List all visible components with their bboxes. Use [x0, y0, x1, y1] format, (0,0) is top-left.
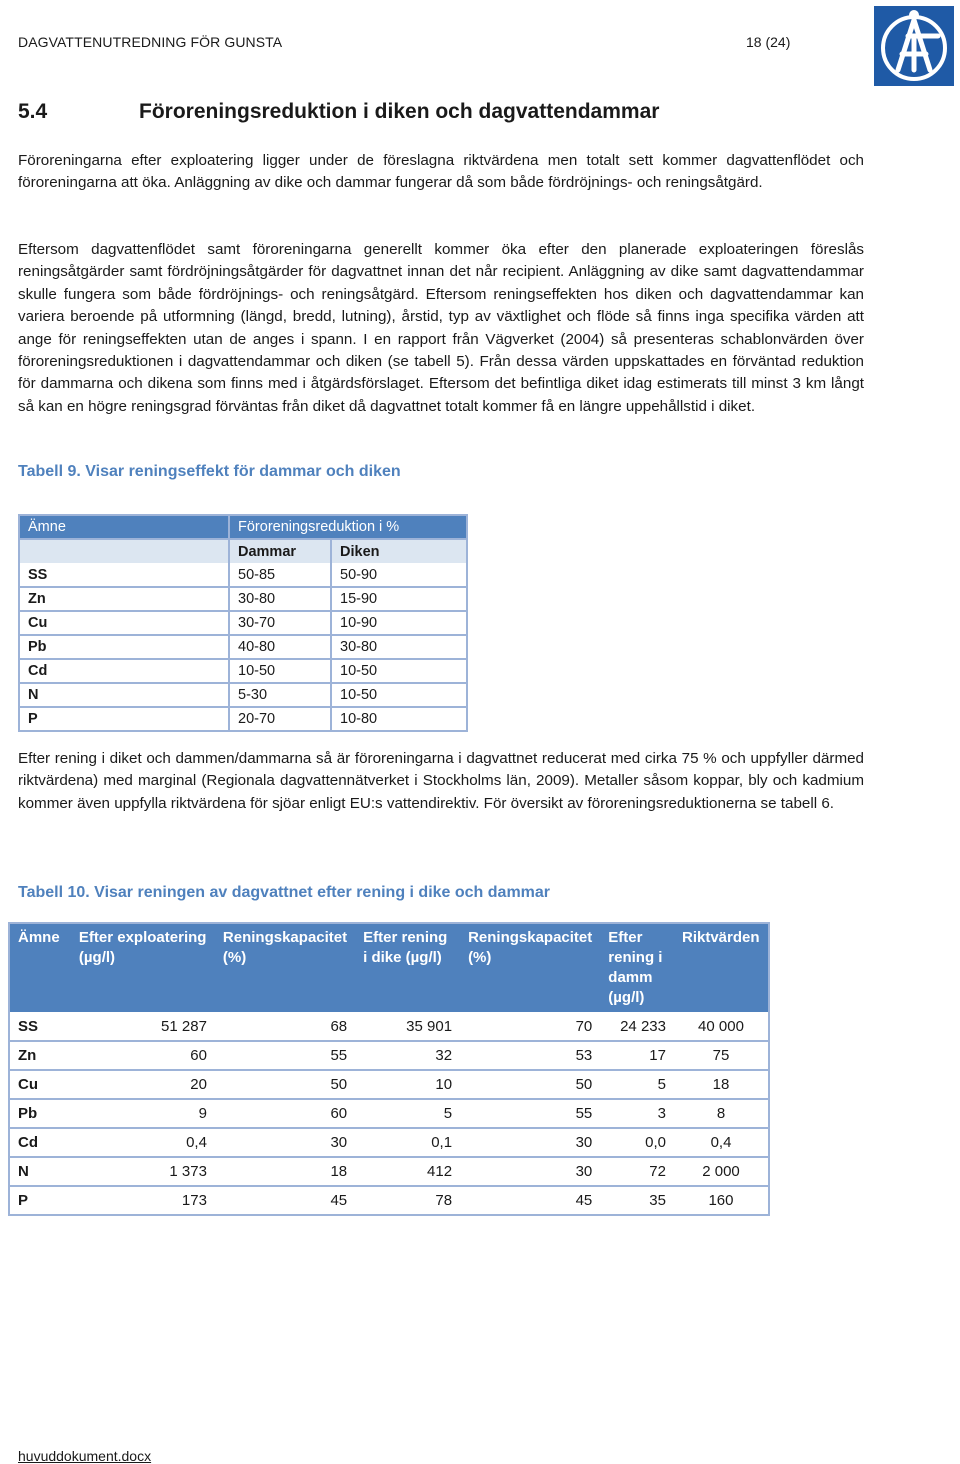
table10-row	[9, 1128, 769, 1157]
table10-cell: 18	[215, 1157, 355, 1186]
table10-cell: 60	[215, 1099, 355, 1128]
table9-header-amne: Ämne	[19, 515, 229, 539]
section-number: 5.4	[18, 100, 48, 123]
table9-subheader-dammar: Dammar	[229, 539, 331, 563]
table9-cell-name: Pb	[19, 635, 229, 659]
page-number: 18 (24)	[746, 34, 791, 50]
table9-row	[19, 611, 467, 635]
table9-cell-dammar: 50-85	[229, 563, 331, 587]
table10	[8, 922, 770, 1216]
table9-cell-name: Zn	[19, 587, 229, 611]
table10-cell: 0,4	[71, 1128, 215, 1157]
table10-cell: 24 233	[600, 1012, 674, 1041]
af-logo-icon	[874, 6, 954, 86]
paragraph-2: Eftersom dagvattenflödet samt föroreningarna generellt kommer öka efter den planerade exploateringen föreslås reningsåtgärder samt fördröjningsåtgärder för dagvattnet innan det når recipient. Anläggning av dike samt dagvattendammar skulle fungera som både fördröjnings- och reningsåtgärd. Eftersom reningseffekten hos diken och dagvattendammar kan variera beroende på utformning (längd, bredd, lutning), årstid, typ av växtlighet och flöde så finns inga specifika värden att ange för reningseffekten utan de anges i spann. I en rapport från Vägverket (2004) så presenteras schablonvärden över föroreningsreduktionen i dagvattendammar och diken (se tabell 5). Från dessa värden uppskattades en förväntad reduktion för dammarna och dikena som finns med i åtgärdsförslaget. Eftersom det befintliga diket idag estimerats till minst 3 km långt så kan en högre reningsgrad förväntas från diket då dagvattnet totalt kommer få en längre uppehållstid i diket.	[18, 241, 864, 415]
table9-cell-dammar: 5-30	[229, 683, 331, 707]
table9-cell-diken: 10-50	[331, 659, 467, 683]
table10-header-2: Reningskapacitet (%)	[215, 923, 355, 1012]
table9-cell-name: P	[19, 707, 229, 731]
table10-cell: 1 373	[71, 1157, 215, 1186]
table9-cell-dammar: 40-80	[229, 635, 331, 659]
table10-cell: 53	[460, 1041, 600, 1070]
paragraph-3: Efter rening i diket och dammen/dammarna så är föroreningarna i dagvattnet reducerat med cirka 75 % och uppfyller därmed riktvärdena) med marginal (Regionala dagvattennätverket i Stockholms län, 2009). Metaller såsom koppar, bly och kadmium kommer även uppfylla riktvärdena för sjöar enligt EU:s vattendirektiv. För översikt av föroreningsreduktionerna se tabell 6.	[18, 750, 864, 812]
section-title: Föroreningsreduktion i diken och dagvattendammar	[139, 100, 660, 123]
table10-row	[9, 1186, 769, 1215]
table10-cell: 32	[355, 1041, 460, 1070]
table10-cell: 78	[355, 1186, 460, 1215]
table9-cell-diken: 10-80	[331, 707, 467, 731]
table10-cell: 9	[71, 1099, 215, 1128]
table9-row	[19, 587, 467, 611]
table9-header-group: Föroreningsreduktion i %	[229, 515, 467, 539]
table9-cell-diken: 15-90	[331, 587, 467, 611]
table10-caption: Tabell 10. Visar reningen av dagvattnet efter rening i dike och dammar	[18, 884, 551, 901]
table10-cell: 173	[71, 1186, 215, 1215]
table9	[18, 514, 468, 732]
table10-cell: 18	[674, 1070, 769, 1099]
table10-cell: SS	[9, 1012, 71, 1041]
table10-cell: N	[9, 1157, 71, 1186]
table10-cell: 0,1	[355, 1128, 460, 1157]
table9-cell-dammar: 20-70	[229, 707, 331, 731]
table10-cell: 3	[600, 1099, 674, 1128]
table9-cell-name: SS	[19, 563, 229, 587]
table10-cell: 10	[355, 1070, 460, 1099]
table10-cell: 45	[215, 1186, 355, 1215]
table10-cell: 55	[215, 1041, 355, 1070]
table10-cell: 0,4	[674, 1128, 769, 1157]
table9-cell-name: N	[19, 683, 229, 707]
table10-header-4: Reningskapacitet (%)	[460, 923, 600, 1012]
table9-cell-diken: 10-90	[331, 611, 467, 635]
table9-cell-dammar: 10-50	[229, 659, 331, 683]
table10-cell: Pb	[9, 1099, 71, 1128]
table10-cell: 412	[355, 1157, 460, 1186]
table10-header-3: Efter rening i dike (µg/l)	[355, 923, 460, 1012]
table9-subheader-diken: Diken	[331, 539, 467, 563]
table10-cell: 60	[71, 1041, 215, 1070]
table10-header-6: Riktvärden	[674, 923, 769, 1012]
table9-subheader-empty	[19, 539, 229, 563]
table10-cell: 55	[460, 1099, 600, 1128]
table10-row	[9, 1157, 769, 1186]
table9-row	[19, 683, 467, 707]
table9-caption: Tabell 9. Visar reningseffekt för dammar och diken	[18, 463, 401, 480]
table10-cell: 2 000	[674, 1157, 769, 1186]
footer-filename: huvuddokument.docx	[18, 1448, 152, 1464]
document-header-title: DAGVATTENUTREDNING FÖR GUNSTA	[18, 34, 283, 50]
table9-cell-name: Cu	[19, 611, 229, 635]
table10-header-5: Efter rening i damm (µg/l)	[600, 923, 674, 1012]
table10-cell: 68	[215, 1012, 355, 1041]
table10-cell: 5	[600, 1070, 674, 1099]
table10-row	[9, 1070, 769, 1099]
table10-cell: 35	[600, 1186, 674, 1215]
table10-cell: Cu	[9, 1070, 71, 1099]
table10-cell: 70	[460, 1012, 600, 1041]
table9-cell-diken: 30-80	[331, 635, 467, 659]
table10-cell: 35 901	[355, 1012, 460, 1041]
table9-row	[19, 635, 467, 659]
table9-cell-diken: 10-50	[331, 683, 467, 707]
table10-cell: Zn	[9, 1041, 71, 1070]
table10-header-1: Efter exploatering (µg/l)	[71, 923, 215, 1012]
table9-row	[19, 707, 467, 731]
table9-cell-name: Cd	[19, 659, 229, 683]
table10-cell: 50	[215, 1070, 355, 1099]
table10-cell: 72	[600, 1157, 674, 1186]
table9-cell-diken: 50-90	[331, 563, 467, 587]
table10-cell: 20	[71, 1070, 215, 1099]
table10-cell: 0,0	[600, 1128, 674, 1157]
table10-cell: 160	[674, 1186, 769, 1215]
table10-row	[9, 1012, 769, 1041]
table10-cell: Cd	[9, 1128, 71, 1157]
table10-cell: 50	[460, 1070, 600, 1099]
table10-cell: 51 287	[71, 1012, 215, 1041]
paragraph-1: Föroreningarna efter exploatering ligger under de föreslagna riktvärdena men totalt sett kommer dagvattenflödet och föroreningarna att öka. Anläggning av dike och dammar fungerar då som både fördröjnings- och reningsåtgärd.	[18, 152, 864, 192]
table10-cell: 30	[215, 1128, 355, 1157]
section-heading	[18, 100, 659, 124]
table10-cell: 5	[355, 1099, 460, 1128]
table10-row	[9, 1041, 769, 1070]
table9-cell-dammar: 30-70	[229, 611, 331, 635]
table10-row	[9, 1099, 769, 1128]
table9-row	[19, 563, 467, 587]
table10-cell: 30	[460, 1128, 600, 1157]
table10-header-0: Ämne	[9, 923, 71, 1012]
table10-cell: 30	[460, 1157, 600, 1186]
table10-cell: 75	[674, 1041, 769, 1070]
table10-cell: 40 000	[674, 1012, 769, 1041]
table10-cell: 17	[600, 1041, 674, 1070]
table9-cell-dammar: 30-80	[229, 587, 331, 611]
table10-cell: 8	[674, 1099, 769, 1128]
table10-cell: 45	[460, 1186, 600, 1215]
table10-cell: P	[9, 1186, 71, 1215]
table9-row	[19, 659, 467, 683]
